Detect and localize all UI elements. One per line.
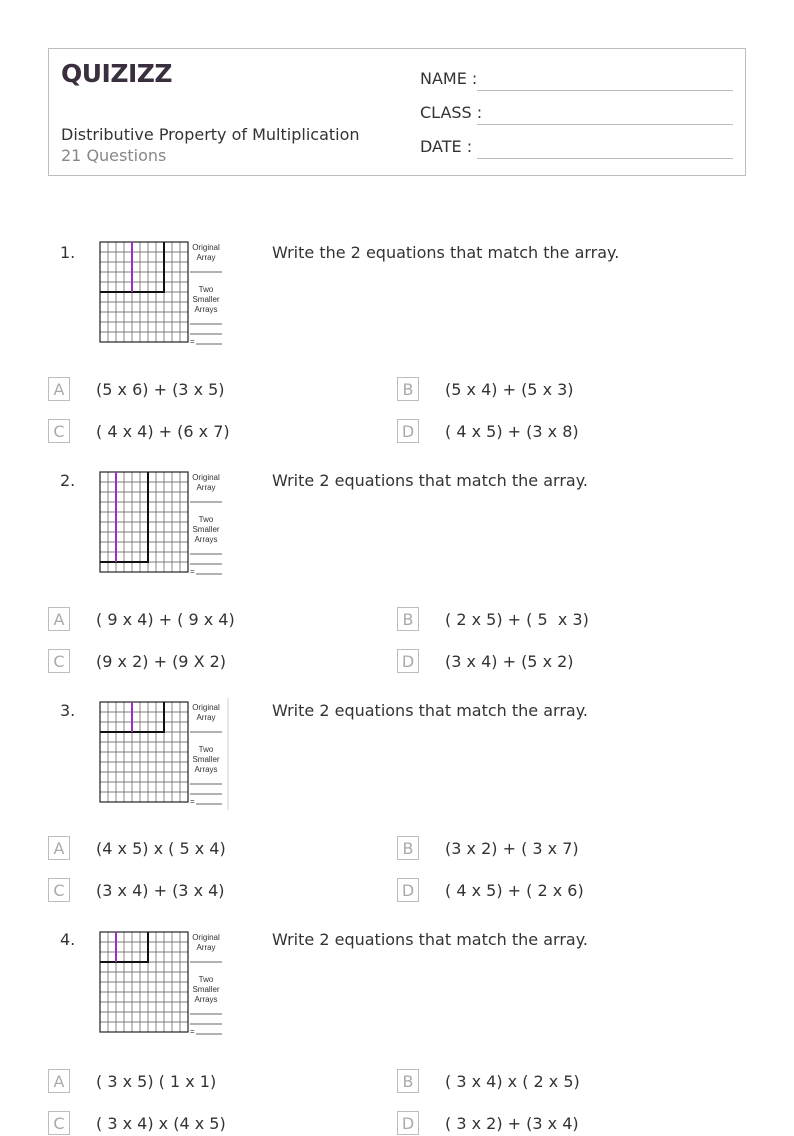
array-label: Array — [196, 483, 216, 492]
option-a-box[interactable]: A — [48, 377, 70, 401]
option-b-box[interactable]: B — [397, 377, 419, 401]
question-text: Write the 2 equations that match the array. — [272, 243, 620, 262]
worksheet-title: Distributive Property of Multiplication — [61, 125, 360, 144]
name-line[interactable] — [477, 89, 733, 91]
date-label: DATE : — [420, 137, 473, 156]
array-label: Arrays — [194, 995, 218, 1004]
question-number: 1. — [60, 243, 76, 262]
equals-sign: = — [190, 1027, 195, 1036]
array-label: Arrays — [194, 535, 218, 544]
array-diagram — [96, 238, 256, 348]
array-label: Arrays — [194, 765, 218, 774]
option-a-box[interactable]: A — [48, 607, 70, 631]
array-label: Smaller — [192, 295, 220, 304]
option-c-text[interactable]: ( 4 x 4) + (6 x 7) — [96, 422, 230, 441]
option-d-text[interactable]: ( 3 x 2) + (3 x 4) — [445, 1114, 579, 1133]
question-number: 3. — [60, 701, 76, 720]
date-line[interactable] — [477, 157, 733, 159]
option-c-box[interactable]: C — [48, 878, 70, 902]
array-label: Array — [196, 713, 216, 722]
array-diagram — [96, 698, 260, 812]
array-label: Original — [192, 243, 220, 252]
equals-sign: = — [190, 797, 195, 806]
option-c-text[interactable]: (9 x 2) + (9 X 2) — [96, 652, 227, 671]
question-text: Write 2 equations that match the array. — [272, 701, 588, 720]
equals-sign: = — [190, 337, 195, 346]
option-d-text[interactable]: ( 4 x 5) + (3 x 8) — [445, 422, 579, 441]
array-label: Smaller — [192, 755, 220, 764]
question-number: 4. — [60, 930, 76, 949]
name-label: NAME : — [420, 69, 478, 88]
question-text: Write 2 equations that match the array. — [272, 930, 588, 949]
class-label: CLASS : — [420, 103, 483, 122]
option-a-text[interactable]: (5 x 6) + (3 x 5) — [96, 380, 225, 399]
option-b-box[interactable]: B — [397, 836, 419, 860]
option-a-text[interactable]: ( 9 x 4) + ( 9 x 4) — [96, 610, 235, 629]
option-b-text[interactable]: (3 x 2) + ( 3 x 7) — [445, 839, 579, 858]
option-c-text[interactable]: (3 x 4) + (3 x 4) — [96, 881, 225, 900]
option-d-box[interactable]: D — [397, 1111, 419, 1135]
quizizz-logo: QUIZIZZ — [61, 59, 173, 88]
option-c-text[interactable]: ( 3 x 4) x (4 x 5) — [96, 1114, 226, 1133]
array-label: Two — [198, 515, 214, 524]
option-a-box[interactable]: A — [48, 1069, 70, 1093]
option-b-box[interactable]: B — [397, 1069, 419, 1093]
option-a-text[interactable]: ( 3 x 5) ( 1 x 1) — [96, 1072, 217, 1091]
array-label: Two — [198, 745, 214, 754]
array-label: Smaller — [192, 985, 220, 994]
question-text: Write 2 equations that match the array. — [272, 471, 588, 490]
array-label: Smaller — [192, 525, 220, 534]
array-label: Array — [196, 253, 216, 262]
option-d-box[interactable]: D — [397, 419, 419, 443]
array-label: Two — [198, 285, 214, 294]
option-b-box[interactable]: B — [397, 607, 419, 631]
array-label: Two — [198, 975, 214, 984]
array-label: Original — [192, 703, 220, 712]
question-number: 2. — [60, 471, 76, 490]
option-d-text[interactable]: (3 x 4) + (5 x 2) — [445, 652, 574, 671]
option-c-box[interactable]: C — [48, 419, 70, 443]
option-a-box[interactable]: A — [48, 836, 70, 860]
option-d-text[interactable]: ( 4 x 5) + ( 2 x 6) — [445, 881, 584, 900]
equals-sign: = — [190, 567, 195, 576]
option-a-text[interactable]: (4 x 5) x ( 5 x 4) — [96, 839, 226, 858]
worksheet-header — [48, 48, 746, 176]
array-diagram — [96, 928, 256, 1038]
array-diagram — [96, 468, 256, 578]
option-b-text[interactable]: ( 3 x 4) x ( 2 x 5) — [445, 1072, 580, 1091]
array-label: Arrays — [194, 305, 218, 314]
array-label: Original — [192, 933, 220, 942]
option-c-box[interactable]: C — [48, 1111, 70, 1135]
array-label: Original — [192, 473, 220, 482]
option-b-text[interactable]: (5 x 4) + (5 x 3) — [445, 380, 574, 399]
option-d-box[interactable]: D — [397, 878, 419, 902]
question-count: 21 Questions — [61, 146, 167, 165]
option-b-text[interactable]: ( 2 x 5) + ( 5 x 3) — [445, 610, 589, 629]
option-c-box[interactable]: C — [48, 649, 70, 673]
option-d-box[interactable]: D — [397, 649, 419, 673]
array-label: Array — [196, 943, 216, 952]
class-line[interactable] — [477, 123, 733, 125]
